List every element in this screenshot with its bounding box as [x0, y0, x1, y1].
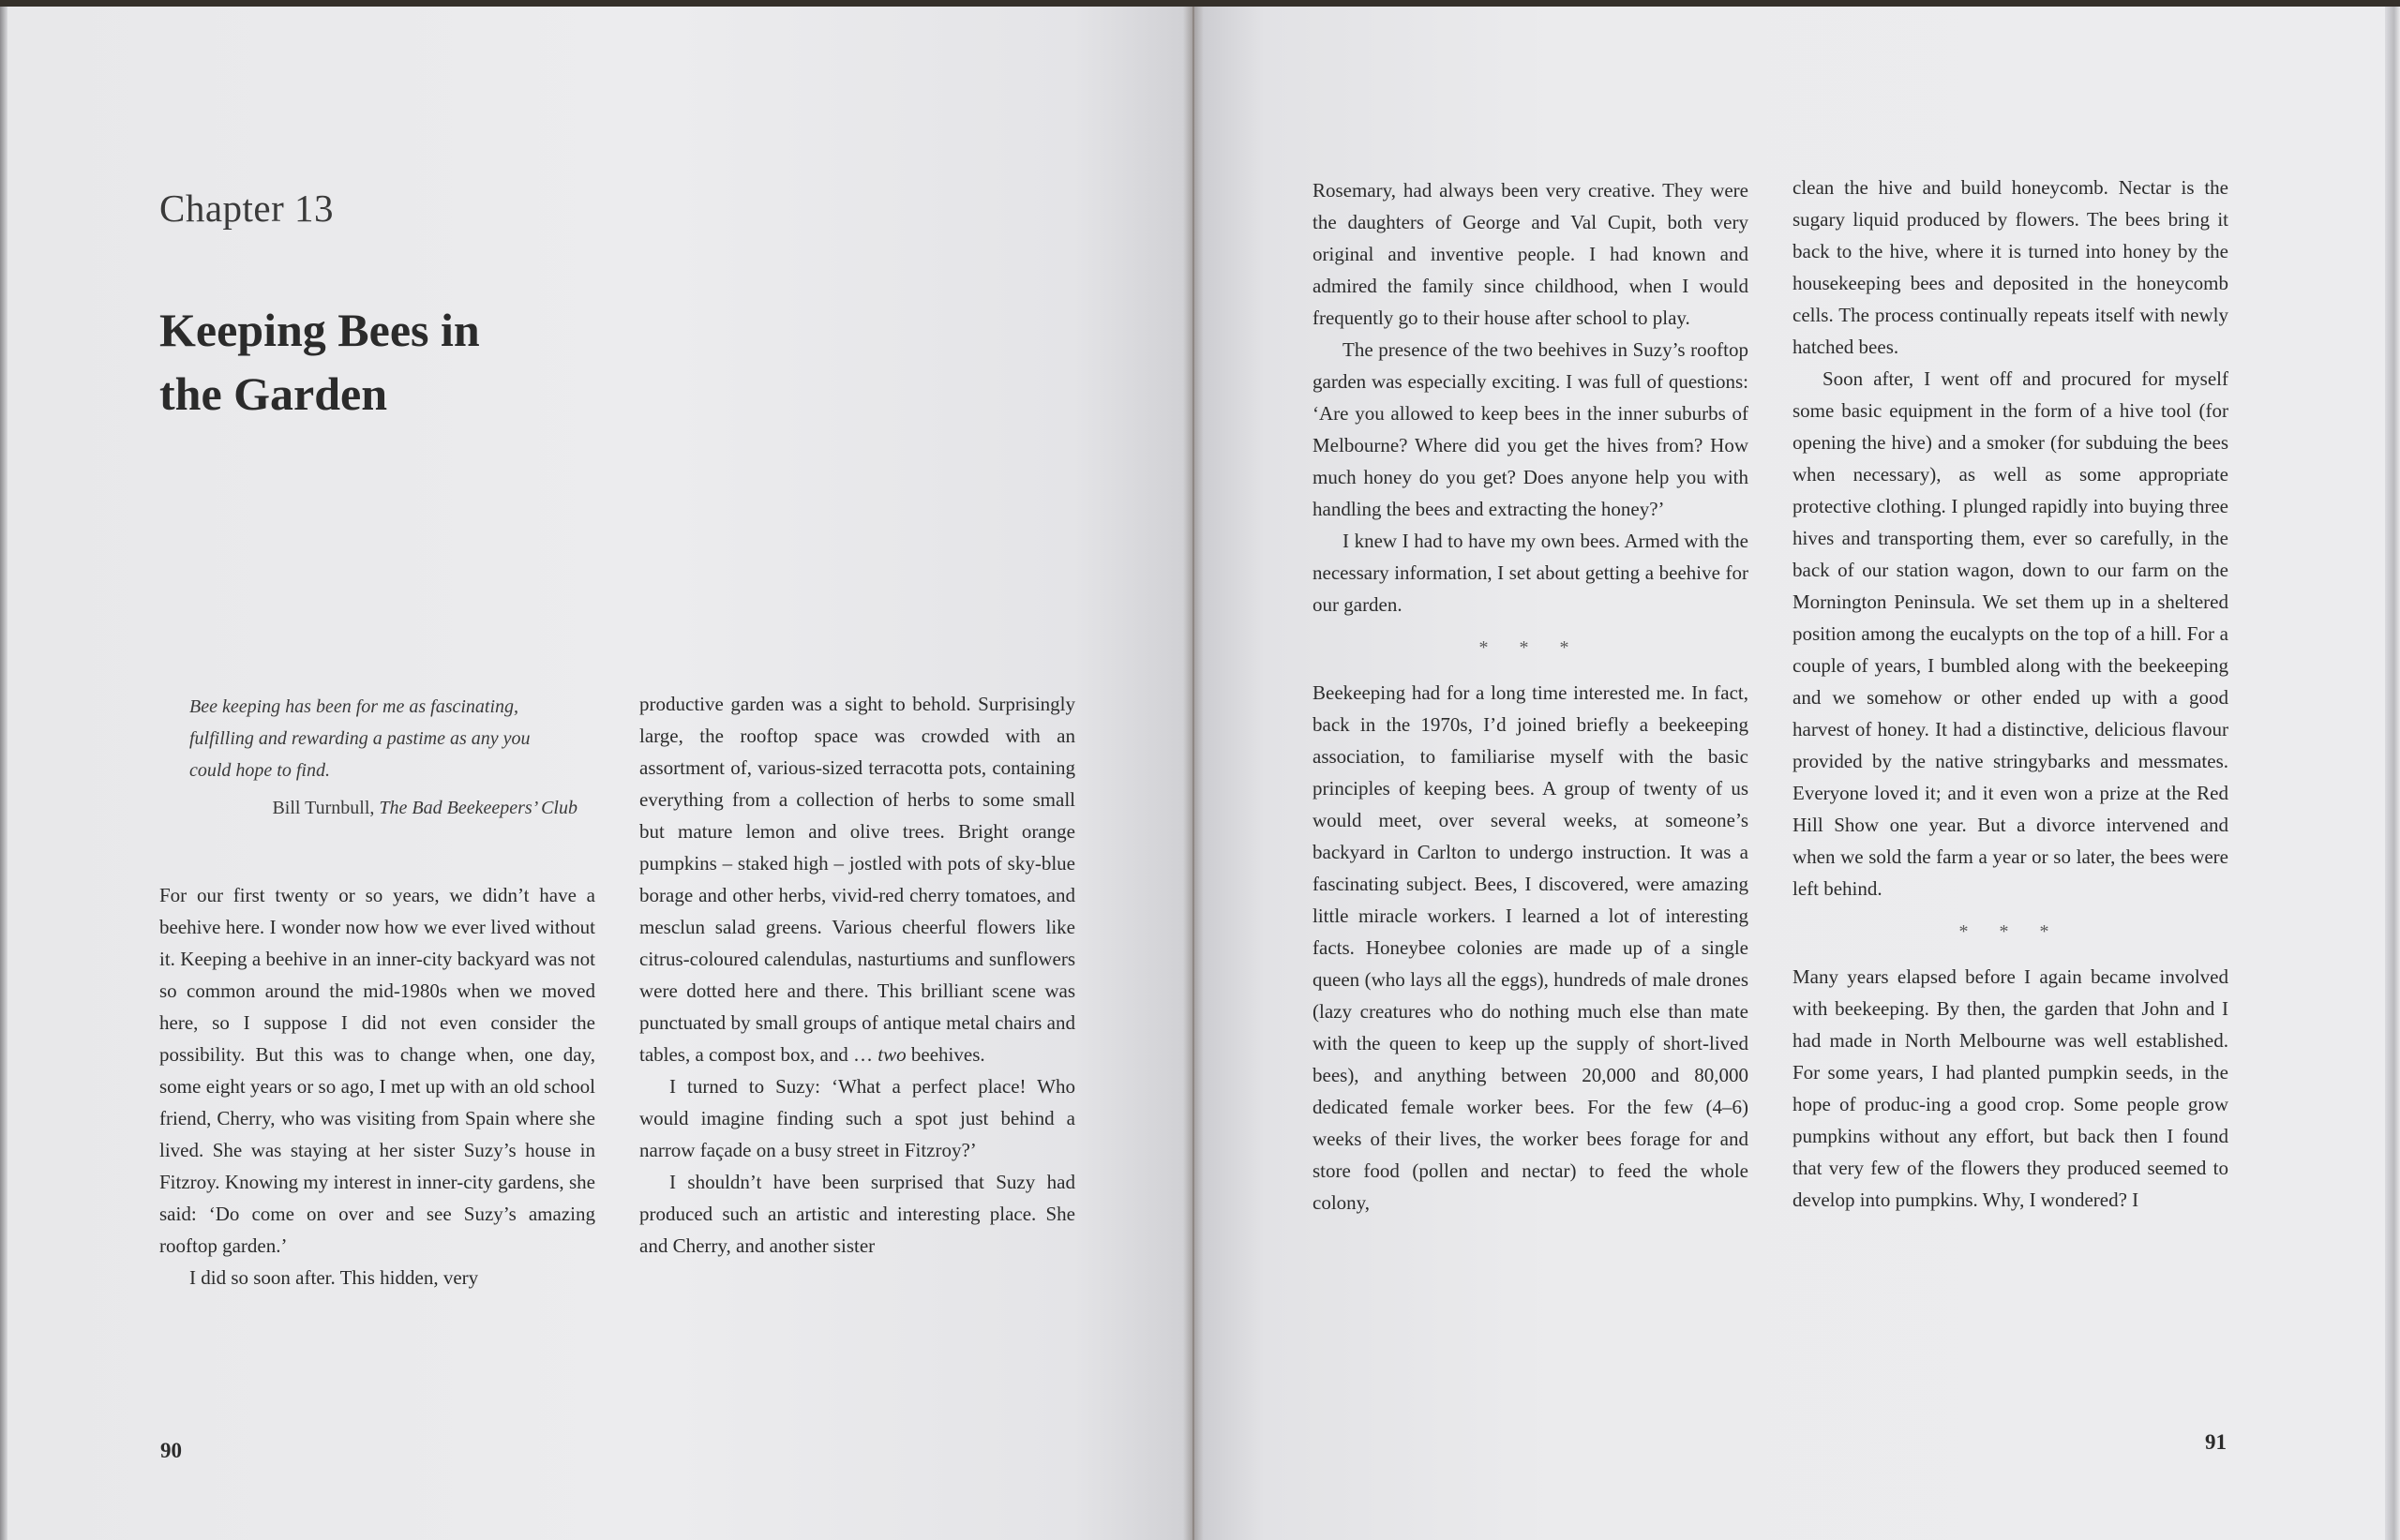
left-column-2 — [639, 688, 1075, 1262]
right-column-2 — [1792, 172, 2228, 1216]
section-separator: * * * — [1958, 921, 2062, 942]
epigraph-attribution — [188, 798, 578, 819]
epigraph-book: The Bad Beekeepers’ Club — [379, 798, 578, 818]
chapter-title — [159, 298, 684, 426]
paragraph: I did so soon after. This hidden, very — [189, 1266, 479, 1289]
paragraph-italic: two — [878, 1043, 907, 1066]
epigraph-line: fulfilling and rewarding a pastime as any you — [189, 728, 531, 749]
epigraph-line: could hope to find. — [189, 760, 330, 781]
paragraph: Beekeeping had for a long time interested me. In fact, back in the 1970s, I’d joined briefly a beekeeping association, to familiarise myself with the basic principles of keeping bees. A group of twenty of us would meet, over several weeks, at someone’s backyard in Carlton to undergo instruction. It was a fascinating subject. Bees, I discovered, were amazing little miracle workers. I learned a lot of interesting facts. Honeybee colonies are made up of a single queen (who lays all the eggs), hundreds of male drones (lazy creatures who do nothing much else than mate with the queen to keep up the supply of short-lived bees), and anything between 20,000 and 80,000 dedicated female worker bees. For the few (4–6) weeks of their lives, the worker bees forage for and store food (pollen and nectar) to feed the whole colony, — [1312, 681, 1748, 1214]
chapter-label: Chapter 13 — [159, 187, 335, 230]
left-page-edge — [0, 7, 8, 1540]
paragraph: I shouldn’t have been surprised that Suzy had produced such an artistic and interesting place. She and Cherry, and another sister — [639, 1171, 1075, 1257]
paragraph: clean the hive and build honeycomb. Nectar is the sugary liquid produced by flowers. The bees bring it back to the hive, where it is turned into honey by the housekeeping bees and deposited in the honeycomb cells. The process continually repeats itself with newly hatched bees. — [1792, 176, 2228, 358]
paragraph: Rosemary, had always been very creative. They were the daughters of George and Val Cupit, both very original and inventive people. I had known and admired the family since childhood, when I would frequently go to their house after school to play. — [1312, 179, 1748, 329]
left-column-1 — [159, 879, 595, 1293]
page-number-right: 91 — [2205, 1430, 2227, 1454]
paragraph-text: beehives. — [910, 1043, 985, 1066]
section-separator: * * * — [1478, 637, 1582, 658]
chapter-title-line: Keeping Bees in — [159, 304, 480, 356]
chapter-title-line: the Garden — [159, 367, 388, 420]
paragraph: I turned to Suzy: ‘What a perfect place! Who would imagine finding such a spot just behind a narrow façade on a busy street in Fitzroy?’ — [639, 1075, 1075, 1161]
right-column-1 — [1312, 174, 1748, 1219]
epigraph-line: Bee keeping has been for me as fascinating, — [189, 696, 519, 717]
paragraph-text: productive garden was a sight to behold. Surprisingly large, the rooftop space was crowded with an assortment of, various-sized terracotta pots, containing everything from a collection of herbs to some small but mature lemon and olive trees. Bright orange pumpkins – staked high – jostled with pots of sky-blue borage and other herbs, vivid-red cherry tomatoes, and mesclun salad greens. Various cheerful flowers like citrus-coloured calendulas, nasturtiums and sunflowers were dotted here and there. This brilliant scene was punctuated by small groups of antique metal chairs and tables, a compost box, and … — [639, 693, 1075, 1066]
paragraph: Many years elapsed before I again became involved with beekeeping. By then, the garden that John and I had made in North Melbourne was well established. For some years, I had planted pumpkin seeds, in the hope of produc-ing a good crop. Some people grow pumpkins without any effort, but back then I found that very few of the flowers they produced seemed to develop into pumpkins. Why, I wondered? I — [1792, 965, 2228, 1211]
epigraph-author: Bill Turnbull, — [272, 798, 380, 818]
book-gutter — [1183, 7, 1204, 1540]
top-edge — [0, 0, 2400, 7]
epigraph — [189, 691, 602, 786]
paragraph — [639, 688, 1075, 1070]
paragraph: I knew I had to have my own bees. Armed with the necessary information, I set about getting a beehive for our garden. — [1312, 530, 1748, 616]
right-page-edge — [2385, 7, 2400, 1540]
paragraph: Soon after, I went off and procured for myself some basic equipment in the form of a hive tool (for opening the hive) and a smoker (for subduing the bees when necessary), as well as some appropriate protective clothing. I plunged rapidly into buying three hives and transporting them, ever so carefully, in the back of our station wagon, down to our farm on the Mornington Peninsula. We set them up in a sheltered position among the eucalypts on the top of a hill. For a couple of years, I bumbled along with the beekeeping and we somehow or other ended up with a good harvest of honey. It had a distinctive, delicious flavour provided by the native stringybarks and messmates. Everyone loved it; and it even won a prize at the Red Hill Show one year. But a divorce intervened and when we sold the farm a year or so later, the bees were left behind. — [1792, 367, 2228, 900]
paragraph: For our first twenty or so years, we didn’t have a beehive here. I wonder now how we ever lived without it. Keeping a beehive in an inner-city backyard was not so common around the mid-1980s when we moved here, so I suppose I did not even consider the possibility. But this was to change when, one day, some eight years or so ago, I met up with an old school friend, Cherry, who was visiting from Spain where she lived. She was staying at her sister Suzy’s house in Fitzroy. Knowing my interest in inner-city gardens, she said: ‘Do come on over and see Suzy’s amazing rooftop garden.’ — [159, 884, 595, 1257]
page-number-left: 90 — [160, 1439, 182, 1462]
paragraph: The presence of the two beehives in Suzy’s rooftop garden was especially exciting. I was full of questions: ‘Are you allowed to keep bees in the inner suburbs of Melbourne? Where did you get the hives from? How much honey do you get? Does anyone help you with handling the bees and extracting the honey?’ — [1312, 338, 1748, 520]
